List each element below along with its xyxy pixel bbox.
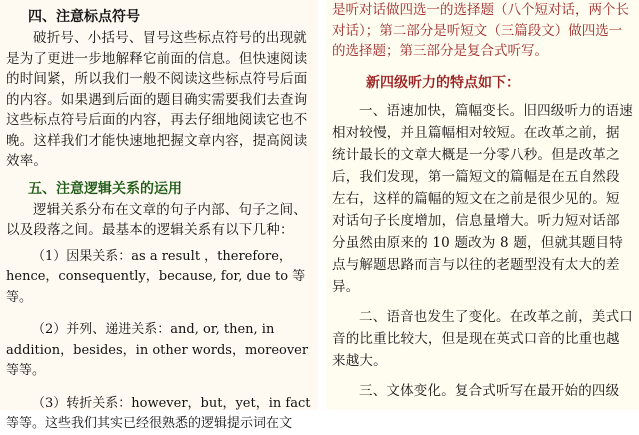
section-5-body: 逻辑关系分布在文章的句子内部、句子之间、以及段落之间。最基本的逻辑关系有以下几种： [6, 201, 307, 238]
listening-intro: 是听对话做四选一的选择题（八个短对话，两个长对话）；第二部分是听短文（三篇段文）做四选一的选择题；第三部分是复合式听写。 [332, 2, 629, 59]
feature-3-paragraph: 三、文体变化。复合式听写在最开始的四级 [359, 382, 620, 399]
list-item-causal: （1）因果关系：as a result ，therefore，hence，consequently，because, for, due to 等等。 [6, 248, 306, 305]
right-column [326, 0, 639, 410]
list-item-parallel: （2）并列、递进关系：and, or, then, in addition，besides，in other words，moreover 等等。 [6, 322, 309, 378]
listening-features-heading: 新四级听力的特点如下： [366, 74, 520, 91]
section-4-title: 四、注意标点符号 [28, 9, 140, 25]
section-5-title: 五、注意逻辑关系的运用 [28, 180, 182, 197]
left-column [0, 0, 318, 431]
list-item-contrast: （3）转折关系：however，but，yet，in fact 等等。这些我们其实已经很熟悉的逻辑提示词在文 [6, 395, 311, 431]
feature-1-paragraph: 一、语速加快，篇幅变长。旧四级听力的语速相对较慢，并且篇幅相对较短。在改革之前，据统计最长的文章大概是一分零八秒。但是改革之后，我们发现，第一篇短文的篇幅是在五自然段左右，这样的篇幅的短文在之前是很少见的。短对话句子长度增加，信息量增大。听力短对话部分虽然由原来的 10 题改为 8 题，但就其题目特点与解题思路而言与以往的老题型没有太大的差异。 [332, 102, 633, 295]
section-4-body: 破折号、小括号、冒号这些标点符号的出现就是为了更进一步地解释它前面的信息。但快速阅读的时间紧，所以我们一般不阅读这些标点符号后面的内容。如果遇到后面的题目确实需要我们去查询这些标点符号后面的内容，再去仔细地阅读它也不晚。这样我们才能快速地把握文章内容，提高阅读效率。 [6, 30, 308, 169]
feature-2-paragraph: 二、语音也发生了变化。在改革之前，美式口音的比重比较大，但是现在英式口音的比重也越来越大。 [332, 308, 633, 369]
